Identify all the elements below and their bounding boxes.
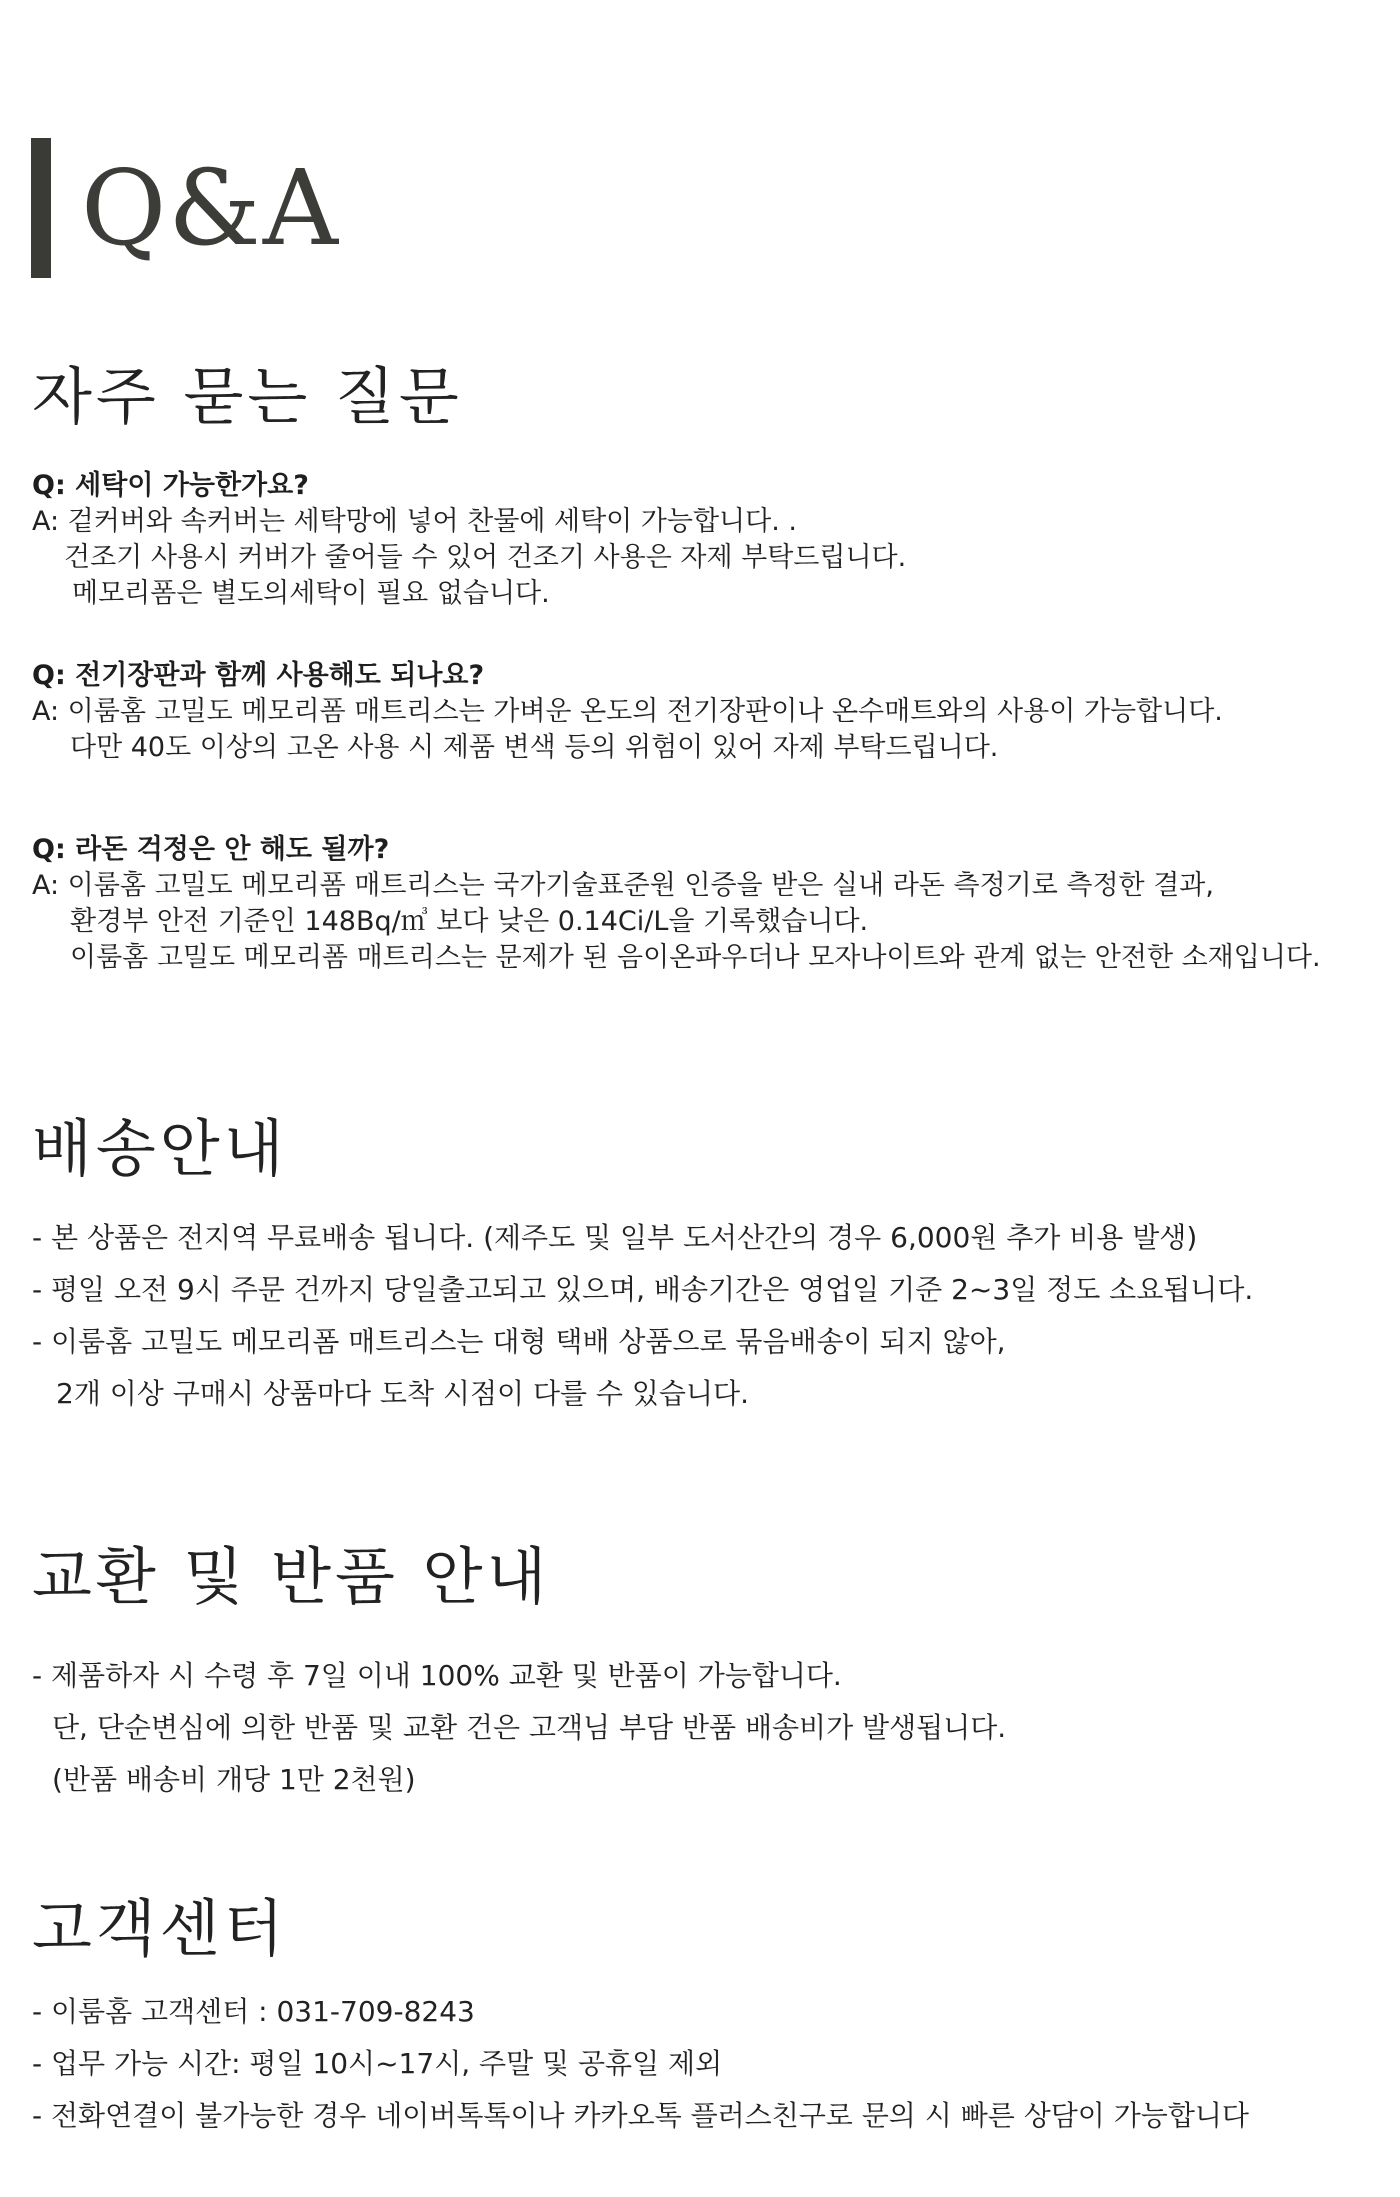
- shipping-line-cont: 2개 이상 구매시 상품마다 도착 시점이 다를 수 있습니다.: [56, 1377, 749, 1410]
- cs-info: [32, 1986, 1249, 2142]
- qa-header: [31, 138, 340, 278]
- faq-answer: A: 이룸홈 고밀도 메모리폼 매트리스는 국가기술표준원 인증을 받은 실내 라돈 측정기로 측정한 결과,: [32, 870, 1214, 901]
- faq-answer-cont: 다만 40도 이상의 고온 사용 시 제품 변색 등의 위험이 있어 자제 부탁드립니다.: [70, 732, 999, 763]
- exchange-line-cont: (반품 배송비 개당 1만 2천원): [52, 1763, 416, 1796]
- exchange-info: [32, 1650, 1006, 1806]
- exchange-heading: 교환 및 반품 안내: [32, 1540, 551, 1613]
- shipping-line: - 평일 오전 9시 주문 건까지 당일출고되고 있으며, 배송기간은 영업일 기준 2~3일 정도 소요됩니다.: [32, 1273, 1254, 1306]
- faq-heading: 자주 묻는 질문: [32, 360, 463, 433]
- cs-phone-line: - 이룸홈 고객센터 : 031-709-8243: [32, 1995, 475, 2028]
- exchange-line: - 제품하자 시 수령 후 7일 이내 100% 교환 및 반품이 가능합니다.: [32, 1659, 842, 1692]
- shipping-heading: 배송안내: [32, 1112, 288, 1185]
- qa-accent-bar: [31, 138, 51, 278]
- cs-chat-line: - 전화연결이 불가능한 경우 네이버톡톡이나 카카오톡 플러스친구로 문의 시 빠른 상담이 가능합니다: [32, 2099, 1249, 2132]
- faq-question: Q: 라돈 걱정은 안 해도 될까?: [32, 834, 390, 865]
- faq-question: Q: 전기장판과 함께 사용해도 되나요?: [32, 660, 485, 691]
- cs-heading: 고객센터: [32, 1892, 288, 1965]
- faq-answer: A: 겉커버와 속커버는 세탁망에 넣어 찬물에 세탁이 가능합니다. .: [32, 506, 797, 537]
- faq-item-electric-mat: [32, 658, 1223, 766]
- faq-answer-cont: 이룸홈 고밀도 메모리폼 매트리스는 문제가 된 음이온파우더나 모자나이트와 관계 없는 안전한 소재입니다.: [70, 942, 1321, 973]
- cs-hours-line: - 업무 가능 시간: 평일 10시~17시, 주말 및 공휴일 제외: [32, 2047, 723, 2080]
- shipping-info: [32, 1212, 1253, 1420]
- qa-title: Q&A: [81, 147, 340, 269]
- faq-item-radon: [32, 832, 1321, 976]
- faq-answer-cont: 건조기 사용시 커버가 줄어들 수 있어 건조기 사용은 자제 부탁드립니다.: [64, 542, 907, 573]
- faq-answer-cont: 환경부 안전 기준인 148Bq/㎥ 보다 낮은 0.14Ci/L을 기록했습니다.: [70, 906, 869, 937]
- faq-answer-cont: 메모리폼은 별도의세탁이 필요 없습니다.: [72, 578, 550, 609]
- shipping-line: - 본 상품은 전지역 무료배송 됩니다. (제주도 및 일부 도서산간의 경우 6,000원 추가 비용 발생): [32, 1221, 1198, 1254]
- faq-item-washing: [32, 468, 906, 612]
- faq-answer: A: 이룸홈 고밀도 메모리폼 매트리스는 가벼운 온도의 전기장판이나 온수매트와의 사용이 가능합니다.: [32, 696, 1223, 727]
- shipping-line: - 이룸홈 고밀도 메모리폼 매트리스는 대형 택배 상품으로 묶음배송이 되지 않아,: [32, 1325, 1006, 1358]
- exchange-line-cont: 단, 단순변심에 의한 반품 및 교환 건은 고객님 부담 반품 배송비가 발생됩니다.: [52, 1711, 1007, 1744]
- faq-question: Q: 세탁이 가능한가요?: [32, 470, 309, 501]
